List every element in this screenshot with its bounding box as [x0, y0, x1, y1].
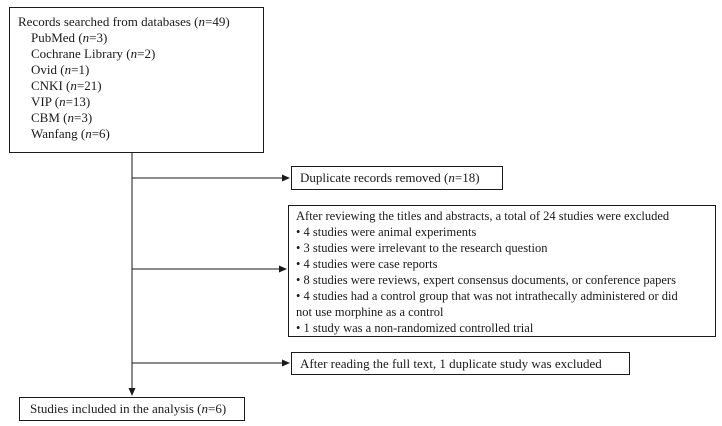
studies-included-text: Studies included in the analysis (n=6)	[30, 401, 227, 416]
fulltext-exclusion-box	[291, 352, 630, 375]
database-cbm: CBM (n=3)	[31, 110, 93, 125]
exclusion-reason: • 4 studies were animal experiments	[296, 225, 477, 239]
studies-included-box	[19, 397, 245, 421]
screening-header: After reviewing the titles and abstracts, a total of 24 studies were excluded	[296, 209, 670, 223]
duplicates-removed-box	[291, 166, 503, 190]
exclusion-reason: • 4 studies were case reports	[296, 257, 438, 271]
database-cochrane: Cochrane Library (n=2)	[31, 46, 156, 61]
database-pubmed: PubMed (n=3)	[31, 30, 108, 45]
exclusion-reason: • 4 studies had a control group that was not intrathecally administered or did	[296, 289, 678, 303]
exclusion-reason: • 8 studies were reviews, expert consensus documents, or conference papers	[296, 273, 676, 287]
exclusion-reason-continued: not use morphine as a control	[296, 305, 444, 319]
records-searched-title: Records searched from databases (n=49)	[18, 14, 230, 29]
fulltext-exclusion-text: After reading the full text, 1 duplicate study was excluded	[300, 356, 602, 371]
database-cnki: CNKI (n=21)	[31, 78, 102, 93]
database-ovid: Ovid (n=1)	[31, 62, 90, 77]
duplicates-removed-text: Duplicate records removed (n=18)	[300, 170, 480, 185]
database-vip: VIP (n=13)	[31, 94, 91, 109]
exclusion-reason: • 3 studies were irrelevant to the research question	[296, 241, 548, 255]
records-searched-box	[9, 7, 264, 153]
database-wanfang: Wanfang (n=6)	[31, 126, 110, 141]
exclusion-reason: • 1 study was a non-randomized controlled trial	[296, 321, 534, 335]
screening-exclusions-box	[288, 205, 716, 337]
